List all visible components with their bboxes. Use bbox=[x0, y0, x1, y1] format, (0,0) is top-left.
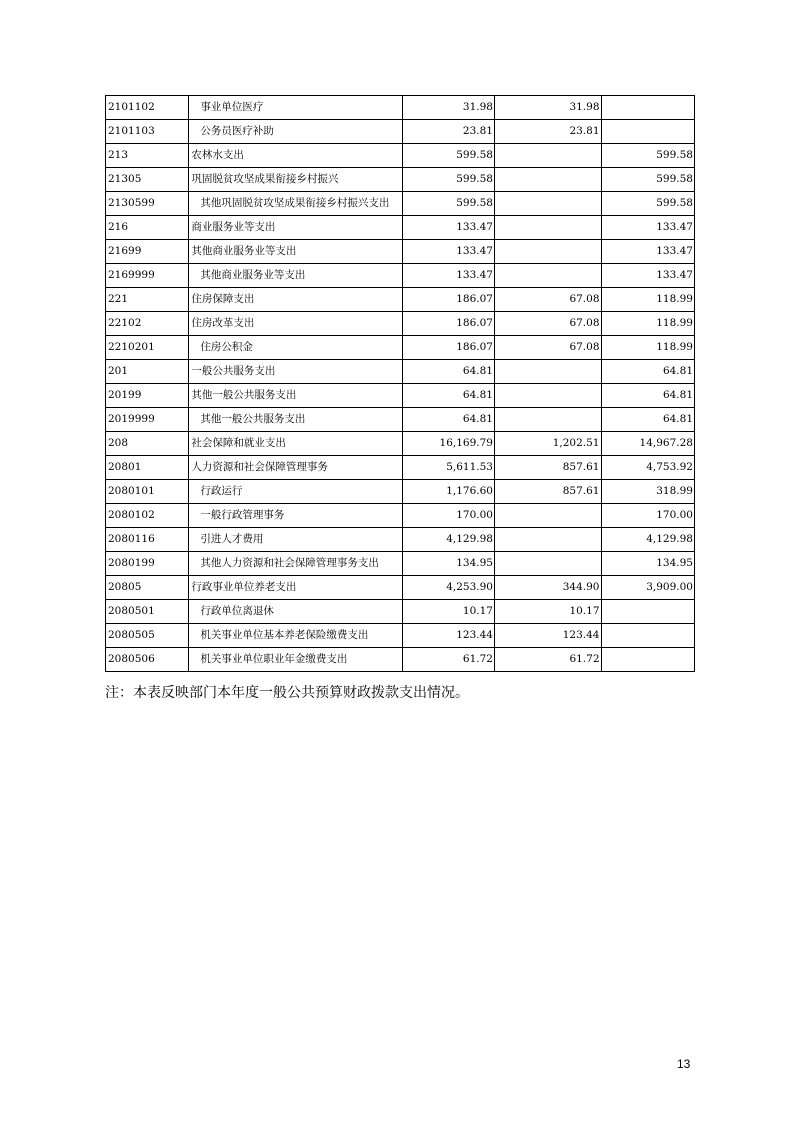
total-amount-cell: 64.81 bbox=[402, 408, 494, 432]
total-amount-cell: 134.95 bbox=[402, 552, 494, 576]
name-cell: 其他商业服务业等支出 bbox=[189, 264, 402, 288]
table-row bbox=[106, 312, 695, 336]
project-expenditure-cell: 133.47 bbox=[601, 216, 695, 240]
total-amount-cell: 23.81 bbox=[402, 120, 494, 144]
project-expenditure-cell: 599.58 bbox=[601, 168, 695, 192]
basic-expenditure-cell bbox=[494, 192, 601, 216]
code-cell: 2101103 bbox=[106, 120, 189, 144]
name-cell: 住房改革支出 bbox=[189, 312, 402, 336]
basic-expenditure-cell: 67.08 bbox=[494, 312, 601, 336]
basic-expenditure-cell bbox=[494, 216, 601, 240]
table-row bbox=[106, 552, 695, 576]
project-expenditure-cell: 134.95 bbox=[601, 552, 695, 576]
name-cell: 一般行政管理事务 bbox=[189, 504, 402, 528]
project-expenditure-cell: 64.81 bbox=[601, 360, 695, 384]
basic-expenditure-cell: 1,202.51 bbox=[494, 432, 601, 456]
name-cell: 农林水支出 bbox=[189, 144, 402, 168]
table-row bbox=[106, 360, 695, 384]
code-cell: 2169999 bbox=[106, 264, 189, 288]
basic-expenditure-cell bbox=[494, 408, 601, 432]
table-row bbox=[106, 264, 695, 288]
table-note: 注：本表反映部门本年度一般公共预算财政拨款支出情况。 bbox=[105, 685, 469, 701]
table-row bbox=[106, 480, 695, 504]
basic-expenditure-cell bbox=[494, 168, 601, 192]
project-expenditure-cell bbox=[601, 96, 695, 120]
basic-expenditure-cell: 857.61 bbox=[494, 456, 601, 480]
project-expenditure-cell: 4,129.98 bbox=[601, 528, 695, 552]
basic-expenditure-cell: 67.08 bbox=[494, 288, 601, 312]
code-cell: 213 bbox=[106, 144, 189, 168]
code-cell: 20801 bbox=[106, 456, 189, 480]
total-amount-cell: 5,611.53 bbox=[402, 456, 494, 480]
table-row bbox=[106, 576, 695, 600]
basic-expenditure-cell: 857.61 bbox=[494, 480, 601, 504]
code-cell: 21305 bbox=[106, 168, 189, 192]
table-row bbox=[106, 624, 695, 648]
name-cell: 社会保障和就业支出 bbox=[189, 432, 402, 456]
code-cell: 2080116 bbox=[106, 528, 189, 552]
basic-expenditure-cell bbox=[494, 144, 601, 168]
table-row bbox=[106, 456, 695, 480]
basic-expenditure-cell bbox=[494, 384, 601, 408]
basic-expenditure-cell bbox=[494, 528, 601, 552]
total-amount-cell: 1,176.60 bbox=[402, 480, 494, 504]
code-cell: 2130599 bbox=[106, 192, 189, 216]
code-cell: 2080102 bbox=[106, 504, 189, 528]
total-amount-cell: 61.72 bbox=[402, 648, 494, 672]
name-cell: 商业服务业等支出 bbox=[189, 216, 402, 240]
code-cell: 201 bbox=[106, 360, 189, 384]
table-row bbox=[106, 288, 695, 312]
table-row bbox=[106, 168, 695, 192]
basic-expenditure-cell bbox=[494, 264, 601, 288]
table-row bbox=[106, 96, 695, 120]
project-expenditure-cell: 3,909.00 bbox=[601, 576, 695, 600]
name-cell: 行政单位离退休 bbox=[189, 600, 402, 624]
total-amount-cell: 4,253.90 bbox=[402, 576, 494, 600]
total-amount-cell: 64.81 bbox=[402, 384, 494, 408]
code-cell: 221 bbox=[106, 288, 189, 312]
table-row bbox=[106, 408, 695, 432]
table-body bbox=[106, 96, 695, 672]
total-amount-cell: 599.58 bbox=[402, 144, 494, 168]
project-expenditure-cell: 133.47 bbox=[601, 264, 695, 288]
project-expenditure-cell bbox=[601, 600, 695, 624]
total-amount-cell: 133.47 bbox=[402, 264, 494, 288]
name-cell: 其他巩固脱贫攻坚成果衔接乡村振兴支出 bbox=[189, 192, 402, 216]
name-cell: 行政事业单位养老支出 bbox=[189, 576, 402, 600]
total-amount-cell: 31.98 bbox=[402, 96, 494, 120]
name-cell: 其他商业服务业等支出 bbox=[189, 240, 402, 264]
name-cell: 公务员医疗补助 bbox=[189, 120, 402, 144]
code-cell: 2080101 bbox=[106, 480, 189, 504]
total-amount-cell: 16,169.79 bbox=[402, 432, 494, 456]
project-expenditure-cell: 118.99 bbox=[601, 288, 695, 312]
name-cell: 事业单位医疗 bbox=[189, 96, 402, 120]
project-expenditure-cell: 4,753.92 bbox=[601, 456, 695, 480]
table-row bbox=[106, 216, 695, 240]
basic-expenditure-cell: 31.98 bbox=[494, 96, 601, 120]
name-cell: 机关事业单位基本养老保险缴费支出 bbox=[189, 624, 402, 648]
project-expenditure-cell: 64.81 bbox=[601, 384, 695, 408]
code-cell: 20805 bbox=[106, 576, 189, 600]
total-amount-cell: 170.00 bbox=[402, 504, 494, 528]
name-cell: 其他一般公共服务支出 bbox=[189, 384, 402, 408]
code-cell: 20199 bbox=[106, 384, 189, 408]
page-number: 13 bbox=[677, 1057, 691, 1071]
name-cell: 住房保障支出 bbox=[189, 288, 402, 312]
project-expenditure-cell bbox=[601, 648, 695, 672]
table-row bbox=[106, 336, 695, 360]
project-expenditure-cell: 599.58 bbox=[601, 144, 695, 168]
basic-expenditure-cell bbox=[494, 504, 601, 528]
table-row bbox=[106, 120, 695, 144]
name-cell: 行政运行 bbox=[189, 480, 402, 504]
basic-expenditure-cell bbox=[494, 240, 601, 264]
code-cell: 2080505 bbox=[106, 624, 189, 648]
name-cell: 一般公共服务支出 bbox=[189, 360, 402, 384]
table-row bbox=[106, 432, 695, 456]
table-row bbox=[106, 144, 695, 168]
name-cell: 其他人力资源和社会保障管理事务支出 bbox=[189, 552, 402, 576]
project-expenditure-cell bbox=[601, 624, 695, 648]
code-cell: 2080506 bbox=[106, 648, 189, 672]
project-expenditure-cell: 133.47 bbox=[601, 240, 695, 264]
total-amount-cell: 133.47 bbox=[402, 240, 494, 264]
table-row bbox=[106, 528, 695, 552]
name-cell: 引进人才费用 bbox=[189, 528, 402, 552]
project-expenditure-cell: 318.99 bbox=[601, 480, 695, 504]
total-amount-cell: 599.58 bbox=[402, 192, 494, 216]
basic-expenditure-cell: 344.90 bbox=[494, 576, 601, 600]
basic-expenditure-cell bbox=[494, 552, 601, 576]
project-expenditure-cell: 118.99 bbox=[601, 312, 695, 336]
project-expenditure-cell: 170.00 bbox=[601, 504, 695, 528]
code-cell: 2101102 bbox=[106, 96, 189, 120]
code-cell: 216 bbox=[106, 216, 189, 240]
table-row bbox=[106, 240, 695, 264]
total-amount-cell: 4,129.98 bbox=[402, 528, 494, 552]
basic-expenditure-cell: 10.17 bbox=[494, 600, 601, 624]
total-amount-cell: 133.47 bbox=[402, 216, 494, 240]
basic-expenditure-cell bbox=[494, 360, 601, 384]
name-cell: 巩固脱贫攻坚成果衔接乡村振兴 bbox=[189, 168, 402, 192]
basic-expenditure-cell: 123.44 bbox=[494, 624, 601, 648]
name-cell: 住房公积金 bbox=[189, 336, 402, 360]
total-amount-cell: 186.07 bbox=[402, 312, 494, 336]
expenditure-table bbox=[105, 95, 695, 672]
basic-expenditure-cell: 67.08 bbox=[494, 336, 601, 360]
table-row bbox=[106, 600, 695, 624]
code-cell: 2080199 bbox=[106, 552, 189, 576]
project-expenditure-cell bbox=[601, 120, 695, 144]
name-cell: 人力资源和社会保障管理事务 bbox=[189, 456, 402, 480]
project-expenditure-cell: 14,967.28 bbox=[601, 432, 695, 456]
project-expenditure-cell: 118.99 bbox=[601, 336, 695, 360]
project-expenditure-cell: 64.81 bbox=[601, 408, 695, 432]
table-row bbox=[106, 648, 695, 672]
project-expenditure-cell: 599.58 bbox=[601, 192, 695, 216]
name-cell: 机关事业单位职业年金缴费支出 bbox=[189, 648, 402, 672]
code-cell: 2210201 bbox=[106, 336, 189, 360]
total-amount-cell: 10.17 bbox=[402, 600, 494, 624]
table-row bbox=[106, 192, 695, 216]
code-cell: 208 bbox=[106, 432, 189, 456]
code-cell: 22102 bbox=[106, 312, 189, 336]
name-cell: 其他一般公共服务支出 bbox=[189, 408, 402, 432]
total-amount-cell: 186.07 bbox=[402, 288, 494, 312]
table-row bbox=[106, 384, 695, 408]
code-cell: 2019999 bbox=[106, 408, 189, 432]
code-cell: 2080501 bbox=[106, 600, 189, 624]
basic-expenditure-cell: 23.81 bbox=[494, 120, 601, 144]
table-row bbox=[106, 504, 695, 528]
total-amount-cell: 599.58 bbox=[402, 168, 494, 192]
code-cell: 21699 bbox=[106, 240, 189, 264]
total-amount-cell: 123.44 bbox=[402, 624, 494, 648]
basic-expenditure-cell: 61.72 bbox=[494, 648, 601, 672]
total-amount-cell: 64.81 bbox=[402, 360, 494, 384]
total-amount-cell: 186.07 bbox=[402, 336, 494, 360]
